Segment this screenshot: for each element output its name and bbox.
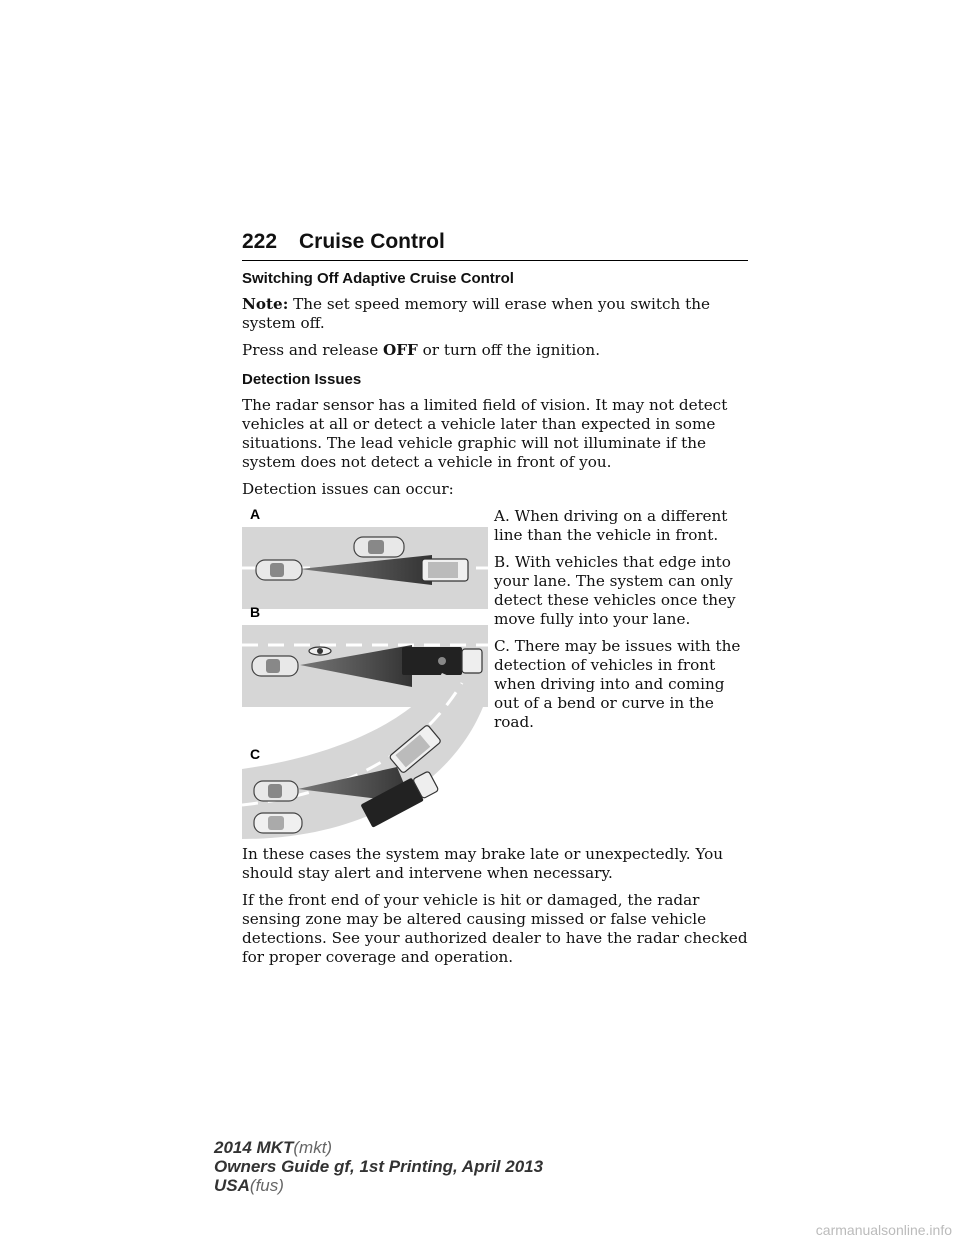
figure-label-a: A [250,507,261,522]
damage-paragraph: If the front end of your vehicle is hit or damaged, the radar sensing zone may be altered causing missed or false vehicle detections. See your authorized dealer to have the radar checked for proper coverage and operation. [242,891,748,966]
van-a [422,559,468,581]
figure-label-b: B [250,604,261,620]
footer-model: 2014 MKT [214,1138,294,1157]
footer-region-code: (fus) [249,1176,284,1195]
motorcycle-b [309,647,331,655]
note-paragraph [242,295,752,333]
off-key: OFF [383,341,418,359]
note-label: Note: [242,295,289,313]
detection-illustration [242,507,488,839]
press-text: Press and release [242,341,379,359]
section-heading-detection: Detection Issues [242,371,362,388]
own-car-a [256,560,302,580]
page-footer [214,1138,543,1195]
rear-car-c [254,813,302,833]
page-header [242,228,748,261]
footer-region: USA [214,1176,250,1195]
detection-intro: Detection issues can occur: [242,480,454,498]
caption-b: B. With vehicles that edge into your lane. The system can only detect these vehicles once they move fully into your lane. [494,553,736,628]
caption-a: A. When driving on a different line than the vehicle in front. [494,507,728,544]
figure-label-c: C [250,746,261,762]
detection-paragraph: The radar sensor has a limited field of vision. It may not detect vehicles at all or detect a vehicle later than expected in some situations. The lead vehicle graphic will not illuminate if the system does not detect a vehicle in front of you. [242,396,728,471]
caution-paragraph: In these cases the system may brake late or unexpectedly. You should stay alert and intervene when necessary. [242,845,724,882]
figure-row [242,507,752,839]
figure-captions [494,507,752,740]
press-paragraph [242,341,752,360]
own-car-b [252,656,298,676]
page-content [242,270,752,975]
caption-c: C. There may be issues with the detection of vehicles in front when driving into and coming out of a bend or curve in the road. [494,637,741,731]
section-heading-switching-off: Switching Off Adaptive Cruise Control [242,270,514,287]
page-number: 222 [242,230,278,253]
lead-car-a [354,537,404,557]
watermark: carmanualsonline.info [815,1222,952,1238]
press-text-end: or turn off the ignition. [422,341,601,359]
truck-b [402,647,482,675]
footer-guide: Owners Guide gf, 1st Printing, April 2013 [214,1157,544,1176]
footer-model-code: (mkt) [293,1138,333,1157]
page-title: Cruise Control [299,230,445,253]
own-car-c [254,781,298,801]
note-text: The set speed memory will erase when you switch the system off. [242,295,710,332]
